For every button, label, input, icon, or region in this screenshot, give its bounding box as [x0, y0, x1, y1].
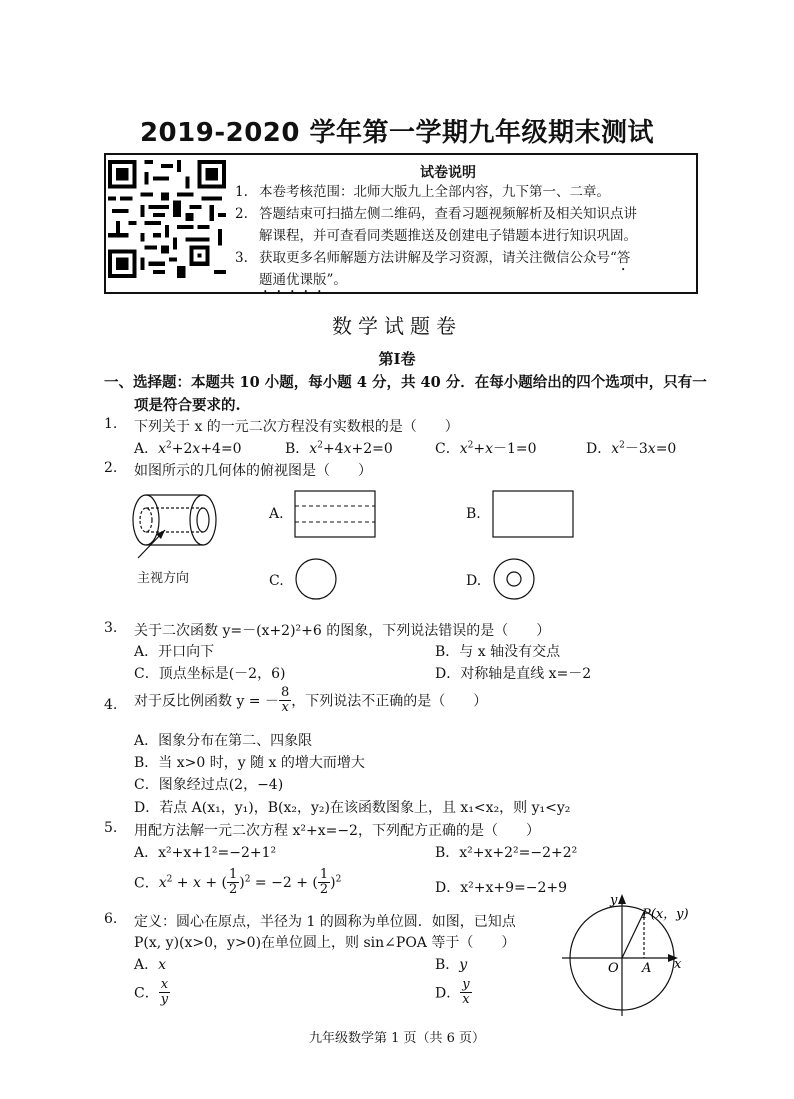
section-instructions: 一、选择题：本题共 10 小题，每小题 4 分，共 40 分．在每小题给出的四个选项中，只有一 项是符合要求的. [104, 374, 707, 414]
paper-subtitle: 数学试题卷 [332, 314, 462, 338]
q5-option-a: A．x²+x+1²=−2+1² [134, 845, 277, 861]
q4-option-b: B．当 x>0 时，y 随 x 的增大而增大 [134, 755, 365, 771]
notice-heading: 试卷说明 [420, 165, 476, 181]
qr-code[interactable] [108, 160, 226, 278]
q6-fig-a-label: A [642, 961, 652, 976]
q1-option-b: B．$x^2+4x+2=0$ [285, 440, 393, 457]
q6-stem-cont: P(x, y)(x>0，y>0)在单位圆上，则 sin∠POA 等于（ ） [134, 935, 516, 951]
q4-stem: 对于反比例函数 y = － $\frac{8}{x}$ ，下列说法不正确的是（ ） [134, 685, 488, 715]
q2-solid-figure [118, 490, 238, 570]
q2-option-d-figure[interactable] [492, 557, 536, 601]
q2-option-b-figure[interactable] [492, 490, 574, 540]
q6-option-a: A．x [134, 957, 167, 973]
q5-option-d: D．x²+x+9=−2+9 [435, 880, 568, 896]
q6-fig-p-label: P(x，y) [642, 907, 689, 922]
q2-label-c: C. [269, 573, 284, 589]
q2-label-d: D. [466, 573, 482, 589]
q4-option-a: A．图象分布在第二、四象限 [134, 733, 313, 749]
q6-fig-x-label: x [674, 957, 682, 972]
notice-item-3-cont: 题通优课版”。 [259, 272, 347, 288]
notice-item-3: 3. 获取更多名师解题方法讲解及学习资源，请关注微信公众号“答 [235, 250, 631, 266]
q1-option-d: D．$x^2-3x=0$ [586, 440, 677, 457]
q4-option-d: D．若点 A(x₁，y₁)，B(x₂，y₂)在该函数图象上，且 x₁<x₂，则 y₁<y₂ [134, 800, 571, 816]
q1-option-c: C．$x^2+x-1=0$ [435, 440, 537, 457]
q6-option-b: B．y [435, 957, 468, 973]
q6-unit-circle-figure [562, 888, 702, 1018]
q6-fig-o-label: O [608, 961, 619, 976]
notice-item-1: 1. 本卷考核范围：北师大版九上全部内容，九下第一、二章。 [235, 184, 610, 200]
q2-label-b: B. [466, 506, 481, 522]
q5-option-c: C．$x^2 + x$ + ( $\frac{1}{2}$ )$^2$ = −2 + ( $\frac{1}{2}$ )$^2$ [134, 867, 342, 897]
q3-option-d: D．对称轴是直线 x=－2 [435, 666, 592, 682]
q2-option-c-figure[interactable] [294, 557, 338, 601]
exam-title: 2019-2020 学年第一学期九年级期末测试 [139, 118, 655, 148]
q2-label-a: A. [269, 506, 284, 522]
q2-option-a-figure[interactable] [294, 490, 376, 540]
part-heading: 第Ⅰ卷 [378, 350, 416, 368]
q1-option-a: A．$x^2+2x+4=0$ [134, 440, 242, 457]
q3-option-b: B．与 x 轴没有交点 [435, 644, 561, 660]
q3-option-a: A．开口向下 [134, 644, 215, 660]
q2-view-direction-caption: 主视方向 [137, 571, 190, 586]
notice-item-2-cont: 解课程，并可查看同类题推送及创建电子错题本进行知识巩固。 [259, 228, 637, 244]
q5-option-b: B．x²+x+2²=−2+2² [435, 845, 578, 861]
q3-option-c: C．顶点坐标是(－2，6) [134, 666, 286, 682]
q6-fig-y-label: y [610, 893, 618, 908]
notice-item-2: 2. 答题结束可扫描左侧二维码，查看习题视频解析及相关知识点讲 [235, 206, 637, 222]
q6-option-c: C． $\frac{x}{y}$ [134, 977, 169, 1007]
page-footer: 九年级数学第 1 页（共 6 页） [308, 1031, 486, 1046]
q4-option-c: C．图象经过点(2，−4) [134, 777, 284, 793]
q6-option-d: D． $\frac{y}{x}$ [435, 977, 470, 1007]
